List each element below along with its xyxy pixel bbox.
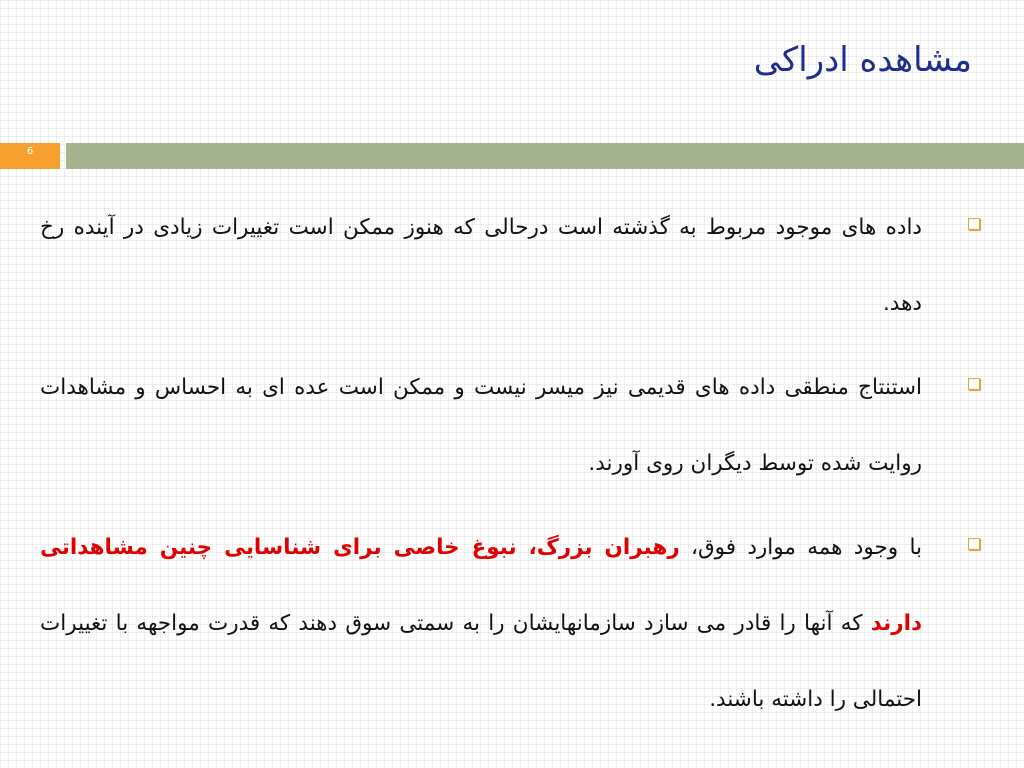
bullet-item — [40, 510, 984, 738]
bullet-text-intro: با وجود همه موارد فوق، — [679, 535, 922, 560]
bullet-item — [40, 350, 984, 502]
square-bullet-icon — [968, 218, 980, 230]
bullet-item — [40, 190, 984, 342]
bullet-text-continuation: که آنها را قادر می سازد سازمانهایشان را به سمتی سوق دهند که قدرت مواجهه با تغییرات احتمالی را داشته باشند. — [40, 611, 922, 712]
square-bullet-icon — [968, 378, 980, 390]
page-number: 6 — [26, 146, 34, 157]
slide-title: مشاهده ادراکی — [753, 40, 972, 80]
page-number-badge — [0, 143, 60, 169]
accent-bar — [66, 143, 1024, 169]
bullet-highlight-text: رهبران بزرگ، نبوغ خاصی برای شناسایی چنین مشاهداتی دارند — [40, 535, 922, 636]
square-bullet-icon — [968, 538, 980, 550]
bullet-text: استنتاج منطقی داده های قدیمی نیز میسر نیست و ممکن است عده ای به احساس و مشاهدات روایت شده توسط دیگران روی آورند. — [40, 375, 922, 476]
bullet-text: داده های موجود مربوط به گذشته است درحالی که هنوز ممکن است تغییرات زیادی در آینده رخ دهد. — [40, 215, 922, 316]
bullet-list — [40, 190, 984, 746]
